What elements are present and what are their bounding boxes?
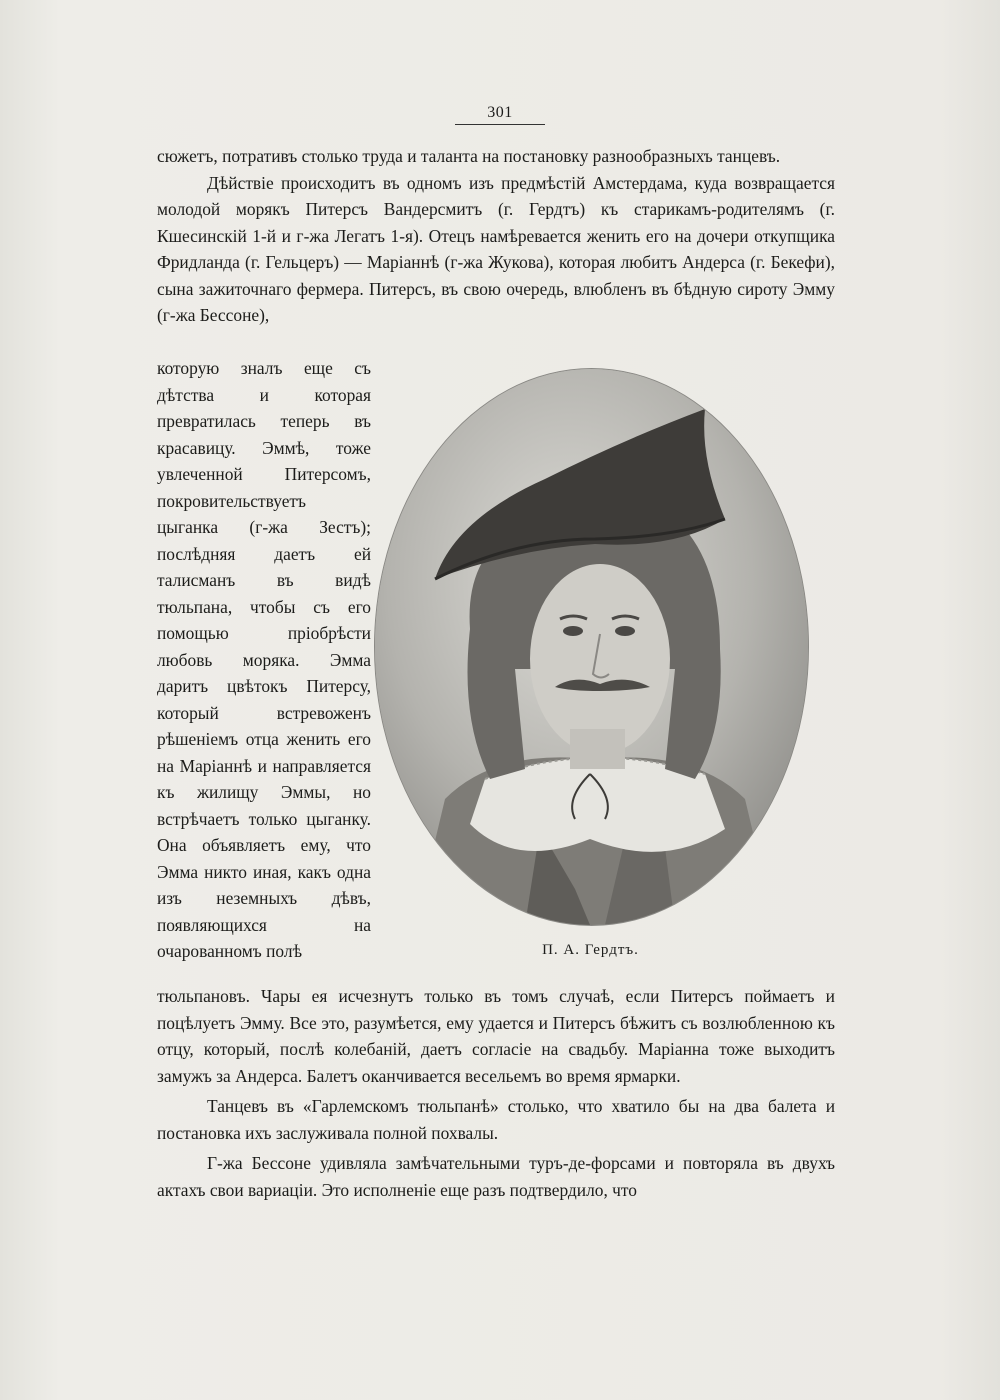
paragraph-bessone: Г-жа Бессоне удивляла замѣчательными туръ-де-форсами и повторяла въ двухъ актахъ свои вариаціи. Это исполненіе еще разъ подтвердило, что: [157, 1153, 835, 1200]
paragraph-plot-continued: тюльпановъ. Чары ея исчезнутъ только въ томъ случаѣ, если Питерсъ поймаетъ и поцѣлуетъ Эмму. Все это, разумѣется, ему удается и Питерсъ бѣжитъ съ возлюбленною къ отцу, который, послѣ колебаній, даетъ согласіе на свадьбу. Маріанна тоже выходитъ замужъ за Андерса. Балетъ оканчивается весельемъ во время ярмарки.: [157, 986, 835, 1086]
portrait-illustration: [375, 369, 808, 925]
paragraph-continuation: сюжетъ, потративъ столько труда и таланта на постановку разнообразныхъ танцевъ.: [157, 146, 781, 166]
paragraph-dances: Танцевъ въ «Гарлемскомъ тюльпанѣ» столько, что хватило бы на два балета и постановка ихъ заслуживала полной похвалы.: [157, 1096, 835, 1143]
paragraph-plot: Дѣйствіе происходитъ въ одномъ изъ предмѣстій Амстердама, куда возвращается молодой морякъ Питерсъ Вандерсмитъ (г. Гердтъ) къ старикамъ-родителямъ (г. Кшесинскій 1-й и г-жа Легатъ 1-я). Отецъ намѣревается женить его на дочери откупщика Фридланда (г. Гельцеръ) — Маріаннѣ (г-жа Жукова), которая любитъ Андерса (г. Бекефи), сына зажиточнаго фермера. Питерсъ, въ свою очередь, влюбленъ въ бѣдную сироту Эмму (г-жа Бессоне),: [157, 172, 835, 325]
top-text-block: [157, 143, 835, 329]
side-text-column: которую зналъ еще съ дѣтства и которая превратилась теперь въ красавицу. Эммѣ, тоже увлеченной Питерсомъ, покровительствуетъ цыганка (г-жа Зестъ); послѣдняя даетъ ей талисманъ въ видѣ тюльпана, чтобы съ его помощью пріобрѣсти любовь моряка. Эмма даритъ цвѣтокъ Питерсу, который встревоженъ рѣшеніемъ отца женить его на Маріаннѣ и направляется къ жилищу Эммы, но встрѣчаетъ только цыганку. Она объявляетъ ему, что Эмма никто иная, какъ одна изъ неземныхъ дѣвъ, появляющихся на очарованномъ полѣ: [157, 358, 371, 961]
portrait-photo: [374, 368, 809, 926]
bottom-text-block: [157, 983, 835, 1207]
page-number-rule: [455, 124, 545, 125]
page-number: 301: [487, 104, 513, 121]
photo-caption: П. А. Гердтъ.: [542, 942, 639, 958]
